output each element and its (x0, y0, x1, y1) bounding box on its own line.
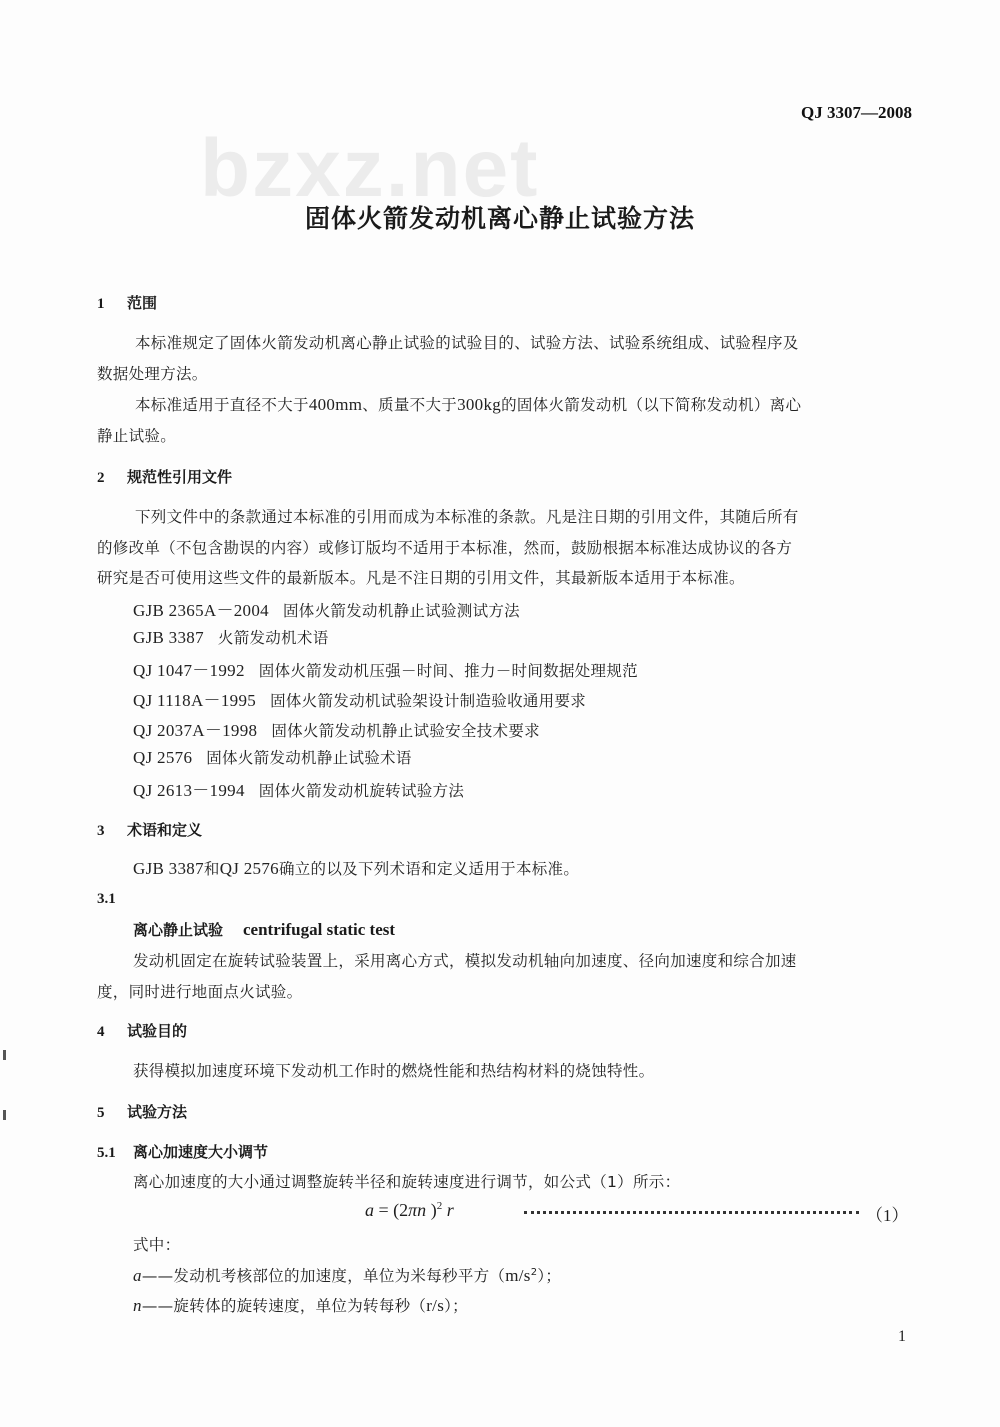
section-title: 规范性引用文件 (127, 468, 233, 486)
reference-item (133, 596, 520, 621)
term-chinese: 离心静止试验 (133, 921, 224, 939)
scan-artifact-mark (3, 1050, 6, 1060)
text: 300kg (457, 395, 502, 414)
section-title: 试验目的 (127, 1022, 188, 1040)
subsection-number: 5.1 (97, 1145, 116, 1161)
term-definition-line-2: 度，同时进行地面点火试验。 (97, 983, 303, 1001)
s4-paragraph: 获得模拟加速度环境下发动机工作时的燃烧性能和热结构材料的烧蚀特性。 (133, 1062, 655, 1080)
reference-code: QJ 2576 (133, 748, 193, 767)
s5-1-paragraph: 离心加速度的大小通过调整旋转半径和旋转速度进行调节，如公式（1）所示： (133, 1173, 681, 1191)
formula-open: (2 (393, 1200, 409, 1220)
section-number: 3 (97, 823, 105, 839)
reference-code: GJB 3387 (133, 628, 204, 647)
reference-title: 固体火箭发动机旋转试验方法 (258, 782, 465, 800)
text: ）； (444, 1297, 468, 1315)
section-4-heading (97, 1020, 187, 1041)
text: ——旋转体的旋转速度，单位为转每秒（ (141, 1297, 427, 1315)
section-number: 1 (97, 296, 105, 312)
subsection-3-1-number (97, 889, 127, 908)
reference-title: 固体火箭发动机试验架设计制造验收通用要求 (270, 692, 587, 710)
section-title: 术语和定义 (127, 821, 203, 839)
section-2-heading (97, 466, 232, 487)
formula-close: ) (430, 1200, 437, 1220)
s1-paragraph-2-line-2: 静止试验。 (97, 427, 177, 445)
term-english: centrifugal static test (243, 920, 396, 939)
text: 的固体火箭发动机（以下简称发动机）离心 (501, 396, 802, 414)
s2-paragraph-line-1: 下列文件中的条款通过本标准的引用而成为本标准的条款。凡是注日期的引用文件，其随后所有 (135, 508, 799, 526)
reference-title: 固体火箭发动机静止试验安全技术要求 (271, 722, 540, 740)
section-title: 试验方法 (127, 1103, 188, 1121)
reference-title: 固体火箭发动机静止试验术语 (206, 749, 412, 767)
reference-code: GJB 2365A－2004 (133, 601, 269, 620)
reference-title: 火箭发动机术语 (217, 629, 329, 647)
text: 400mm (308, 395, 363, 414)
reference-item (133, 746, 412, 768)
unit: r/s (426, 1296, 445, 1315)
formula-equals: = (378, 1200, 389, 1220)
s2-paragraph-line-3: 研究是否可使用这些文件的最新版本。凡是不注日期的引用文件，其最新版本适用于本标准。 (97, 569, 745, 587)
term-definition-line-1: 发动机固定在旋转试验装置上，采用离心方式，模拟发动机轴向加速度、径向加速度和综合加速 (133, 952, 797, 970)
text: QJ 2576 (219, 859, 279, 878)
reference-item (133, 686, 586, 711)
text: 、质量不大于 (362, 396, 458, 414)
subsection-number: 3.1 (97, 891, 116, 907)
subsection-title: 离心加速度大小调节 (133, 1143, 269, 1161)
variable-definition (133, 1294, 468, 1316)
section-number: 5 (97, 1105, 105, 1121)
reference-item (133, 716, 540, 741)
variable-symbol: a (133, 1266, 142, 1285)
unit: m/s (505, 1266, 531, 1285)
formula-pi-n: πn (408, 1200, 427, 1220)
document-title: 固体火箭发动机离心静止试验方法 (304, 204, 695, 233)
scan-artifact-mark (3, 1110, 6, 1120)
text: 确立的以及下列术语和定义适用于本标准。 (278, 860, 580, 878)
section-1-heading (97, 292, 157, 313)
reference-title: 固体火箭发动机压强－时间、推力－时间数据处理规范 (258, 662, 638, 680)
formula-r: r (446, 1200, 454, 1220)
page-number: 1 (898, 1328, 906, 1345)
section-title: 范围 (127, 294, 158, 312)
s2-paragraph-line-2: 的修改单（不包含勘误的内容）或修订版均不适用于本标准，然而，鼓励根据本标准达成协议的各方 (97, 539, 793, 557)
watermark: bzxz.net (200, 123, 540, 214)
text: ——发动机考核部位的加速度，单位为米每秒平方（ (141, 1267, 506, 1285)
reference-item (133, 776, 464, 801)
text: ）； (537, 1267, 562, 1285)
where-label: 式中： (133, 1236, 181, 1254)
text: 和 (203, 860, 220, 878)
term-entry (133, 919, 395, 940)
reference-code: QJ 1047－1992 (133, 661, 245, 680)
section-3-heading (97, 819, 202, 840)
reference-code: QJ 2613－1994 (133, 781, 245, 800)
formula-leader-dots (524, 1211, 859, 1214)
variable-definition (133, 1264, 561, 1286)
reference-item (133, 626, 329, 648)
variable-symbol: n (133, 1296, 142, 1315)
text: 本标准适用于直径不大于 (135, 396, 309, 414)
subsection-5-1-heading (97, 1141, 268, 1162)
section-number: 2 (97, 470, 105, 486)
reference-item (133, 656, 638, 681)
s1-paragraph-2-line-1 (135, 393, 801, 415)
reference-code: QJ 1118A－1995 (133, 691, 257, 710)
formula-lhs: a (365, 1200, 374, 1220)
s3-paragraph (133, 857, 579, 879)
text: GJB 3387 (133, 859, 204, 878)
section-5-heading (97, 1101, 187, 1122)
equation-number: （1） (866, 1206, 909, 1225)
standard-code: QJ 3307—2008 (801, 103, 912, 122)
formula-exponent: 2 (436, 1200, 443, 1212)
reference-title: 固体火箭发动机静止试验测试方法 (282, 602, 520, 620)
section-number: 4 (97, 1024, 105, 1040)
s1-paragraph-1-line-1: 本标准规定了固体火箭发动机离心静止试验的试验目的、试验方法、试验系统组成、试验程序及 (135, 334, 799, 352)
unit-exponent: 2 (530, 1266, 538, 1278)
formula-1 (365, 1200, 454, 1221)
reference-code: QJ 2037A－1998 (133, 721, 258, 740)
s1-paragraph-1-line-2: 数据处理方法。 (97, 365, 208, 383)
